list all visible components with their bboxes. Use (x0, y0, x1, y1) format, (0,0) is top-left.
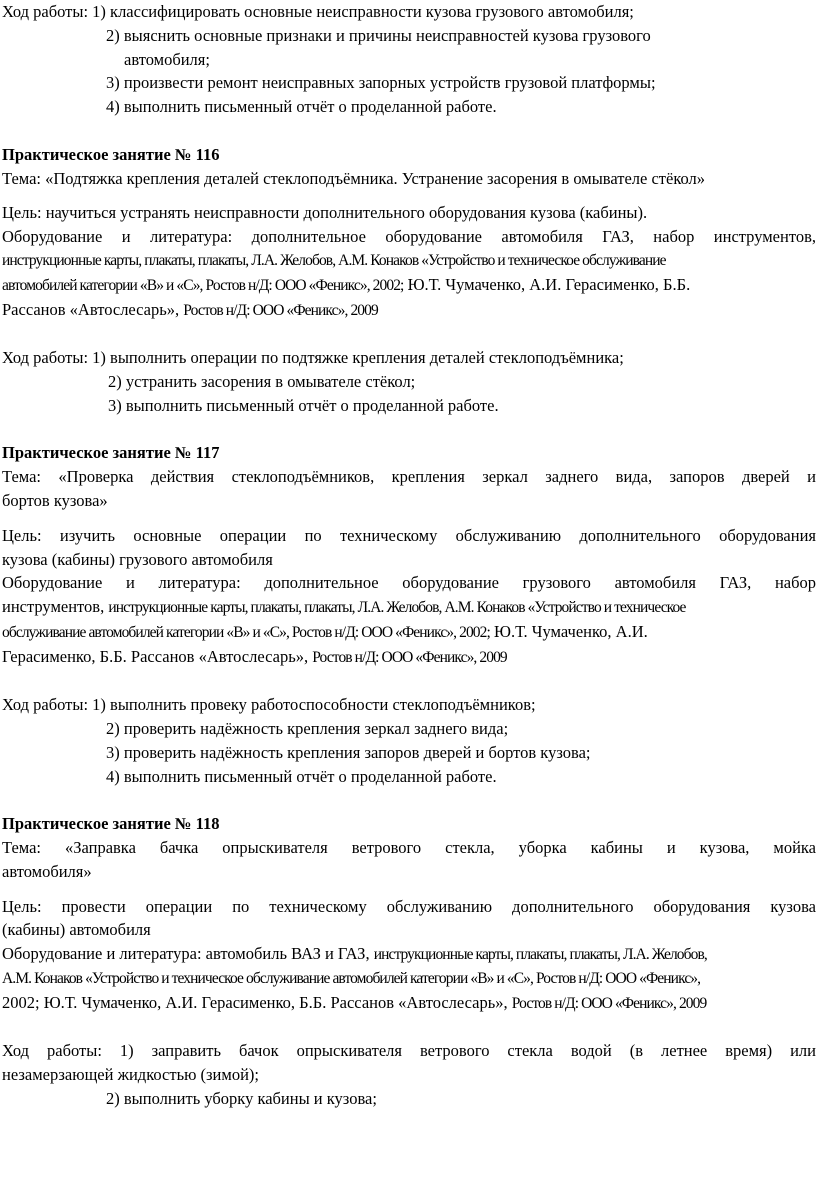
section-116-topic: Тема: «Подтяжка крепления деталей стеклоподъёмника. Устранение засорения в омывателе стёкол» (2, 168, 706, 188)
section-118-work-line-2: незамерзающей жидкостью (зимой); (2, 1065, 259, 1085)
intro-work-line-1: Ход работы: 1) классифицировать основные неисправности кузова грузового автомобиля; (2, 2, 634, 21)
section-118-heading: Практическое занятие № 118 (2, 814, 220, 834)
intro-work-line-4: 3) произвести ремонт неисправных запорных устройств грузовой платформы; (106, 73, 656, 93)
spacer (2, 513, 816, 524)
section-118-equipment-line-1 (2, 942, 816, 967)
intro-work-line-2: 2) выяснить основные признаки и причины неисправностей кузова грузового (106, 25, 651, 45)
section-117-topic-line-1: Тема: «Проверка действия стеклоподъёмников, крепления зеркал заднего вида, запоров дверей и (2, 467, 816, 487)
spacer (2, 190, 816, 201)
section-117-goal-line-1: Цель: изучить основные операции по техническому обслуживанию дополнительного оборудования (2, 525, 816, 545)
intro-work-line-5: 4) выполнить письменный отчёт о проделанной работе. (106, 97, 497, 117)
section-118-topic-line-2: автомобиля» (2, 861, 92, 881)
section-117-equipment-line-4 (2, 645, 816, 670)
spacer (2, 1016, 816, 1040)
section-118-equipment-line-3-b: Ростов н/Д: ООО «Феникс», 2009 (511, 994, 707, 1012)
section-117-equipment-line-2 (2, 595, 816, 620)
section-118-equipment-line-3 (2, 991, 816, 1016)
spacer (2, 119, 816, 143)
spacer (2, 789, 816, 813)
section-117-equipment-line-4-b: Ростов н/Д: ООО «Феникс», 2009 (312, 648, 507, 666)
section-118-goal-line-1: Цель: провести операции по техническому обслуживанию дополнительного оборудования кузова (2, 896, 816, 916)
section-116-goal: Цель: научиться устранять неисправности дополнительного оборудования кузова (кабины). (2, 203, 648, 223)
section-117-equipment-line-3-a: обслуживание автомобилей категории «В» и «С», Ростов н/Д: ООО «Феникс», 2002; (2, 623, 490, 641)
section-116-equipment-line-4-a: Рассанов «Автослесарь», (2, 299, 184, 319)
section-117-topic-line-2: бортов кузова» (2, 490, 108, 510)
section-116-equipment-line-4-b: Ростов н/Д: ООО «Феникс», 2009 (183, 301, 378, 319)
section-117-equipment-line-2-a: инструментов, (2, 597, 109, 617)
section-116-equipment-line-3 (2, 273, 816, 298)
section-117-equipment-line-2-b: инструкционные карты, плакаты, плакаты, Л.А. Желобов, А.М. Конаков «Устройство и техническое (108, 599, 686, 617)
section-117-equipment-line-3-b: Ю.Т. Чумаченко, А.И. (489, 621, 648, 641)
intro-work-line-3: автомобиля; (124, 49, 210, 69)
section-118-topic-line-1: Тема: «Заправка бачка опрыскивателя ветрового стекла, уборка кабины и кузова, мойка (2, 838, 816, 858)
section-117-work-line-1: Ход работы: 1) выполнить провеку работоспособности стеклоподъёмников; (2, 695, 536, 715)
section-118-work-line-1: Ход работы: 1) заправить бачок опрыскивателя ветрового стекла водой (в летнее время) или (2, 1041, 816, 1061)
spacer (2, 884, 816, 895)
section-116-work-line-1: Ход работы: 1) выполнить операции по подтяжке крепления деталей стеклоподъёмника; (2, 348, 624, 368)
spacer (2, 418, 816, 442)
section-118-work-line-3: 2) выполнить уборку кабины и кузова; (106, 1089, 377, 1109)
section-118-equipment-line-3-a: 2002; Ю.Т. Чумаченко, А.И. Герасименко, Б.Б. Рассанов «Автослесарь», (2, 992, 512, 1012)
section-118-goal-line-2: (кабины) автомобиля (2, 920, 151, 940)
section-116-work-line-3: 3) выполнить письменный отчёт о проделанной работе. (108, 395, 499, 415)
spacer (2, 670, 816, 694)
spacer (2, 322, 816, 346)
section-118-equipment-line-1-a: Оборудование и литература: автомобиль ВАЗ и ГАЗ, (2, 944, 374, 964)
section-117-heading: Практическое занятие № 117 (2, 443, 220, 463)
section-116-equipment-line-2: инструкционные карты, плакаты, плакаты, Л.А. Желобов, А.М. Конаков «Устройство и техническое обслуживание (2, 251, 666, 269)
section-117-goal-line-2: кузова (кабины) грузового автомобиля (2, 549, 273, 569)
section-116-equipment-line-1: Оборудование и литература: дополнительное оборудование автомобиля ГАЗ, набор инструментов, (2, 227, 816, 247)
section-118-equipment-line-1-b: инструкционные карты, плакаты, плакаты, Л.А. Желобов, (373, 946, 707, 964)
section-117-work-line-3: 3) проверить надёжность крепления запоров дверей и бортов кузова; (106, 742, 591, 762)
section-118-equipment-line-2: А.М. Конаков «Устройство и техническое обслуживание автомобилей категории «В» и «С», Ростов н/Д: ООО «Феникс», (2, 970, 701, 988)
section-116-equipment-line-4 (2, 298, 816, 323)
section-117-equipment-line-3 (2, 620, 816, 645)
section-117-equipment-line-1: Оборудование и литература: дополнительное оборудование грузового автомобиля ГАЗ, набор (2, 573, 816, 593)
section-117-work-line-4: 4) выполнить письменный отчёт о проделанной работе. (106, 766, 497, 786)
section-116-heading: Практическое занятие № 116 (2, 144, 220, 164)
section-117-work-line-2: 2) проверить надёжность крепления зеркал заднего вида; (106, 719, 509, 739)
section-116-work-line-2: 2) устранить засорения в омывателе стёкол; (108, 371, 416, 391)
section-116-equipment-line-3-b: Ю.Т. Чумаченко, А.И. Герасименко, Б.Б. (403, 274, 691, 294)
section-117-equipment-line-4-a: Герасименко, Б.Б. Рассанов «Автослесарь», (2, 646, 313, 666)
section-116-equipment-line-3-a: автомобилей категории «В» и «С», Ростов н/Д: ООО «Феникс», 2002; (2, 276, 404, 294)
